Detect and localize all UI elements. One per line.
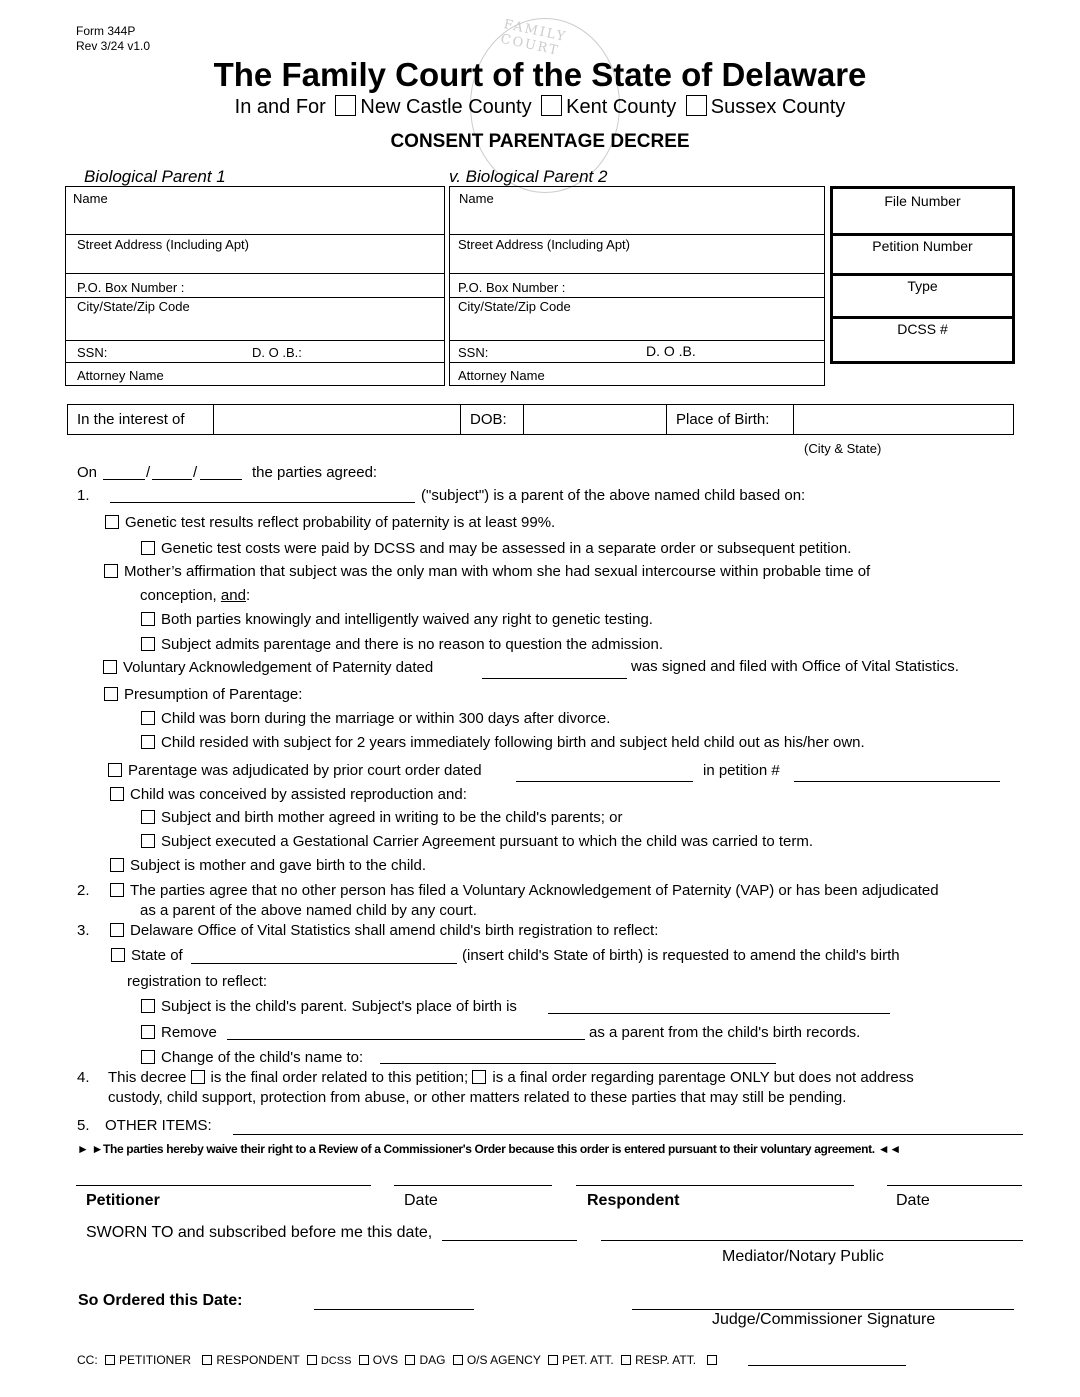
parent2-dob-label: D. O .B. xyxy=(646,343,696,359)
subject-text: ("subject") is a parent of the above named child based on: xyxy=(421,487,806,504)
subject-name-field[interactable] xyxy=(110,502,415,503)
remove-checkbox[interactable] xyxy=(141,1025,155,1039)
subject-birthplace-field[interactable] xyxy=(548,1013,890,1014)
cc-dag-checkbox[interactable] xyxy=(405,1355,415,1365)
notary-signature-field[interactable] xyxy=(601,1240,1023,1241)
resided-checkbox[interactable] xyxy=(141,735,155,749)
option-genetic: Genetic test results reflect probability of paternity is at least 99%. xyxy=(105,514,555,531)
county-sussex: Sussex County xyxy=(710,96,846,118)
cc-petitioner-checkbox[interactable] xyxy=(105,1355,115,1365)
option-admits: Subject admits parentage and there is no reason to question the admission. xyxy=(141,636,663,653)
cc-ovs-checkbox[interactable] xyxy=(359,1355,369,1365)
subject-parent-checkbox[interactable] xyxy=(141,999,155,1013)
respondent-date-field[interactable] xyxy=(887,1185,1022,1186)
parent1-attorney-label: Attorney Name xyxy=(77,368,164,383)
county-checkbox-kent[interactable] xyxy=(541,95,562,116)
cc-dcss-checkbox[interactable] xyxy=(307,1355,317,1365)
parent1-dob-label: D. O .B.: xyxy=(252,345,302,360)
cc-respondent-checkbox[interactable] xyxy=(202,1355,212,1365)
option-is-mother: Subject is mother and gave birth to the child. xyxy=(110,857,426,874)
respondent-label: Respondent xyxy=(587,1192,680,1209)
vap-signed-text: was signed and filed with Office of Vital Statistics. xyxy=(631,658,959,675)
option-adjudicated: Parentage was adjudicated by prior court order dated xyxy=(108,762,482,779)
county-checkbox-sussex[interactable] xyxy=(686,95,707,116)
sworn-text: SWORN TO and subscribed before me this date, xyxy=(86,1224,433,1241)
parties-agreed-label: the parties agreed: xyxy=(252,464,378,481)
option-amend: Delaware Office of Vital Statistics shall amend child's birth registration to reflect: xyxy=(110,922,658,939)
cc-pet-att-checkbox[interactable] xyxy=(548,1355,558,1365)
cc-resp-att-checkbox[interactable] xyxy=(621,1355,631,1365)
petitioner-date-field[interactable] xyxy=(394,1185,552,1186)
custody-text: custody, child support, protection from abuse, or other matters related to these parties that may still be pending. xyxy=(108,1089,847,1106)
genetic-checkbox[interactable] xyxy=(105,515,119,529)
type-label: Type xyxy=(907,278,938,294)
registration-text: registration to reflect: xyxy=(127,973,268,990)
agree-year-field[interactable] xyxy=(200,479,242,480)
genetic-cost-checkbox[interactable] xyxy=(141,541,155,555)
parent2-pobox-label: P.O. Box Number : xyxy=(458,280,566,295)
option-agreed-writing: Subject and birth mother agreed in writing to be the child's parents; or xyxy=(141,809,622,826)
form-number: Form 344P xyxy=(76,24,136,38)
option-born-marriage: Child was born during the marriage or within 300 days after divorce. xyxy=(141,710,610,727)
insert-state-text: (insert child's State of birth) is requested to amend the child's birth xyxy=(462,947,900,964)
judge-signature-field[interactable] xyxy=(632,1309,1014,1310)
conception-text: conception, and: xyxy=(140,587,251,604)
other-items-label: OTHER ITEMS: xyxy=(105,1117,212,1134)
remove-name-field[interactable] xyxy=(227,1039,585,1040)
new-name-field[interactable] xyxy=(380,1063,776,1064)
child-dob-label: DOB: xyxy=(470,411,507,428)
parent2-city-label: City/State/Zip Code xyxy=(458,299,571,314)
respondent-signature-field[interactable] xyxy=(576,1185,854,1186)
vap-date-field[interactable] xyxy=(482,678,627,679)
cc-row: CC: PETITIONER RESPONDENT DCSS OVS DAG O/S AGENCY PET. ATT. RESP. ATT. xyxy=(77,1353,721,1367)
petition-number-field[interactable] xyxy=(794,781,1000,782)
parent2-title: v. Biological Parent 2 xyxy=(449,167,608,186)
parent1-name-label: Name xyxy=(73,191,108,206)
respondent-date-label: Date xyxy=(896,1192,930,1209)
parent2-ssn-label: SSN: xyxy=(458,345,489,360)
city-state-hint: (City & State) xyxy=(804,441,882,456)
file-number-label: File Number xyxy=(884,193,961,209)
so-ordered-label: So Ordered this Date: xyxy=(78,1292,243,1309)
parent1-street-label: Street Address (Including Apt) xyxy=(77,237,249,252)
judge-label: Judge/Commissioner Signature xyxy=(712,1311,936,1328)
parent1-city-label: City/State/Zip Code xyxy=(77,299,190,314)
vap-checkbox[interactable] xyxy=(103,660,117,674)
admits-checkbox[interactable] xyxy=(141,637,155,651)
date-slash: / xyxy=(146,464,151,481)
option-assisted: Child was conceived by assisted reproduction and: xyxy=(110,786,467,803)
petitioner-signature-field[interactable] xyxy=(76,1185,371,1186)
is-mother-checkbox[interactable] xyxy=(110,858,124,872)
final-order-checkbox[interactable] xyxy=(191,1070,205,1084)
date-slash: / xyxy=(193,464,198,481)
parent2-name-label: Name xyxy=(459,191,494,206)
parent2-street-label: Street Address (Including Apt) xyxy=(458,237,630,252)
agree-day-field[interactable] xyxy=(152,479,192,480)
final-parentage-checkbox[interactable] xyxy=(472,1070,486,1084)
gestational-checkbox[interactable] xyxy=(141,834,155,848)
option-no-other: The parties agree that no other person has filed a Voluntary Acknowledgement of Paternity (VAP) or has been adjudicated xyxy=(110,882,939,899)
presumption-checkbox[interactable] xyxy=(104,687,118,701)
in-and-for-label: In and For xyxy=(234,96,326,118)
option-vap: Voluntary Acknowledgement of Paternity dated xyxy=(103,659,433,676)
option-subject-parent: Subject is the child's parent. Subject's place of birth is xyxy=(141,998,517,1015)
item-number-2: 2. xyxy=(77,882,90,899)
county-new-castle: New Castle County xyxy=(360,96,532,118)
adjudicated-checkbox[interactable] xyxy=(108,763,122,777)
amend-checkbox[interactable] xyxy=(110,923,124,937)
order-date-field[interactable] xyxy=(314,1309,474,1310)
no-other-checkbox[interactable] xyxy=(110,883,124,897)
decree-text: This decree is the final order related to this petition; is a final order regarding parentage ONLY but does not address xyxy=(108,1069,914,1086)
notary-label: Mediator/Notary Public xyxy=(722,1248,884,1265)
other-items-field[interactable] xyxy=(233,1134,1023,1135)
option-gestational: Subject executed a Gestational Carrier Agreement pursuant to which the child was carried to term. xyxy=(141,833,813,850)
assisted-checkbox[interactable] xyxy=(110,787,124,801)
in-petition-label: in petition # xyxy=(703,762,780,779)
no-other-text-2: as a parent of the above named child by any court. xyxy=(140,902,477,919)
court-seal: FAMILY COURT xyxy=(470,18,620,193)
cc-other-checkbox[interactable] xyxy=(707,1355,717,1365)
option-change-name: Change of the child's name to: xyxy=(141,1049,363,1066)
option-genetic-cost: Genetic test costs were paid by DCSS and may be assessed in a separate order or subsequent petition. xyxy=(141,540,851,557)
child-info-row xyxy=(67,404,1014,435)
interest-label: In the interest of xyxy=(77,411,185,428)
county-kent: Kent County xyxy=(566,96,677,118)
cc-other-field[interactable] xyxy=(748,1365,906,1366)
county-checkbox-new-castle[interactable] xyxy=(335,95,356,116)
option-waived: Both parties knowingly and intelligently waived any right to genetic testing. xyxy=(141,611,653,628)
waive-notice: ► ►The parties hereby waive their right to a Review of a Commissioner's Order because this order is entered pursuant to their voluntary agreement. ◄◄ xyxy=(77,1142,901,1156)
born-marriage-checkbox[interactable] xyxy=(141,711,155,725)
county-selector xyxy=(0,95,1080,119)
child-pob-label: Place of Birth: xyxy=(676,411,770,428)
agree-month-field[interactable] xyxy=(103,479,145,480)
option-remove: Remove xyxy=(141,1024,217,1041)
agreed-writing-checkbox[interactable] xyxy=(141,810,155,824)
birth-state-field[interactable] xyxy=(191,963,457,964)
parent2-attorney-label: Attorney Name xyxy=(458,368,545,383)
item-number-5: 5. xyxy=(77,1117,90,1134)
cc-os-agency-checkbox[interactable] xyxy=(453,1355,463,1365)
change-name-checkbox[interactable] xyxy=(141,1050,155,1064)
dcss-label: DCSS # xyxy=(897,321,948,337)
parent1-pobox-label: P.O. Box Number : xyxy=(77,280,185,295)
item-number-4: 4. xyxy=(77,1069,90,1086)
sworn-date-field[interactable] xyxy=(442,1240,577,1241)
petitioner-date-label: Date xyxy=(404,1192,438,1209)
adjudicated-date-field[interactable] xyxy=(516,781,693,782)
waived-checkbox[interactable] xyxy=(141,612,155,626)
option-mother-affirmation: Mother’s affirmation that subject was the only man with whom she had sexual intercourse within probable time of xyxy=(104,563,870,580)
state-of-checkbox[interactable] xyxy=(111,948,125,962)
parent1-title: Biological Parent 1 xyxy=(84,167,226,186)
option-resided: Child resided with subject for 2 years immediately following birth and subject held child out as his/her own. xyxy=(141,734,865,751)
document-title: CONSENT PARENTAGE DECREE xyxy=(390,131,690,152)
as-parent-text: as a parent from the child's birth records. xyxy=(589,1024,861,1041)
item-number-3: 3. xyxy=(77,922,90,939)
option-state-of: State of xyxy=(111,947,183,964)
mother-affirmation-checkbox[interactable] xyxy=(104,564,118,578)
parent1-ssn-label: SSN: xyxy=(77,345,108,360)
item-number-1: 1. xyxy=(77,487,90,504)
form-revision: Rev 3/24 v1.0 xyxy=(76,39,151,53)
petitioner-label: Petitioner xyxy=(86,1192,160,1209)
petition-number-label: Petition Number xyxy=(872,238,973,254)
cc-label: CC: xyxy=(77,1353,98,1367)
on-label: On xyxy=(77,464,98,481)
option-presumption: Presumption of Parentage: xyxy=(104,686,302,703)
court-title: The Family Court of the State of Delaware xyxy=(213,56,867,93)
